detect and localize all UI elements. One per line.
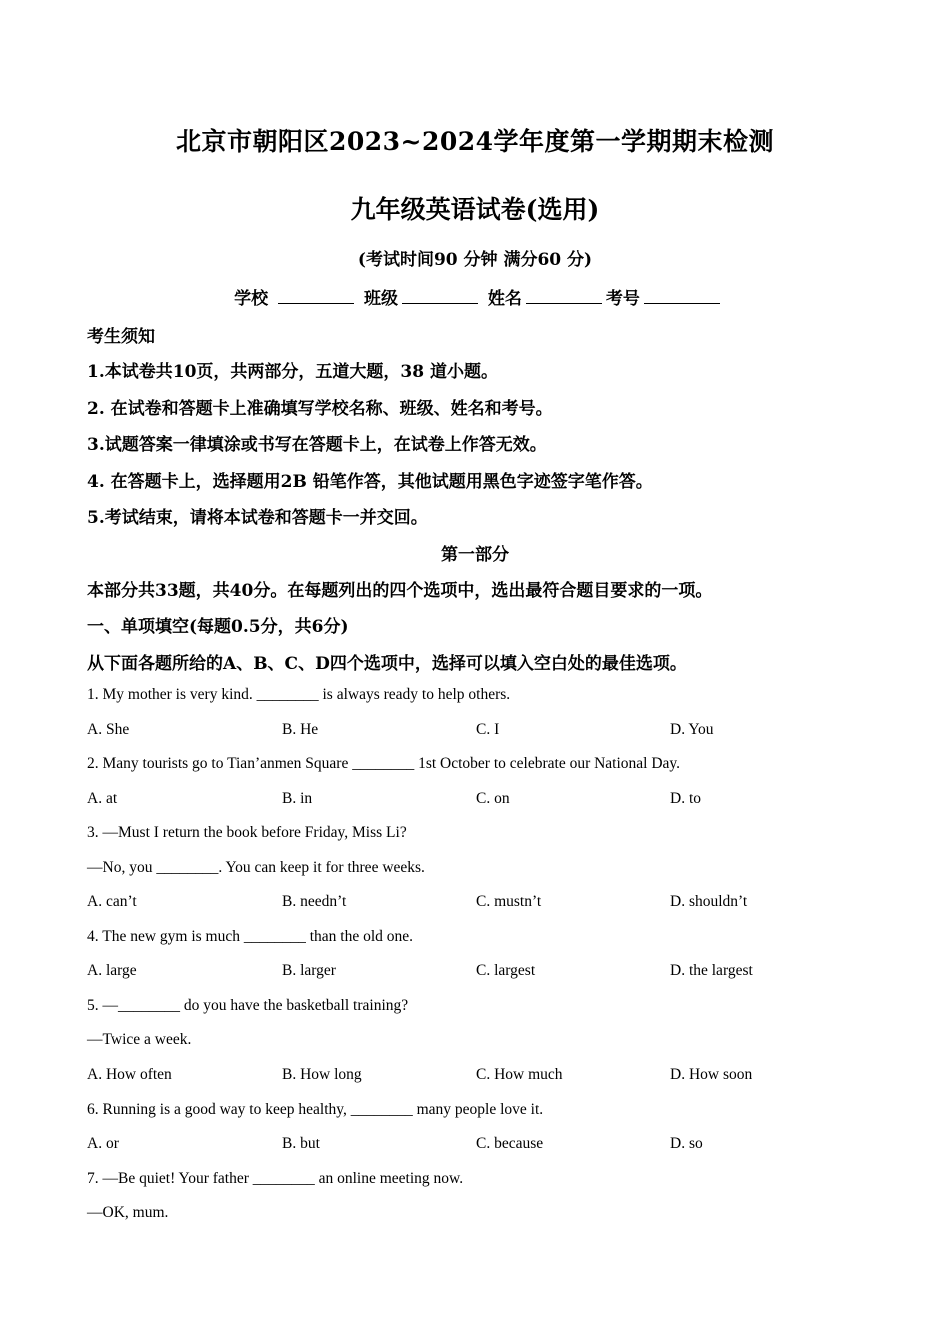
notice-item: 3.试题答案一律填涂或书写在答题卡上，在试卷上作答无效。 [87,435,547,455]
option-d: D. You [670,721,714,738]
option-b: B. needn’t [282,893,347,910]
option-a: A. can’t [87,893,137,910]
school-blank [278,287,354,304]
option-c: C. mustn’t [476,893,542,910]
option-a: A. She [87,721,130,738]
section-instruction: 从下面各题所给的A、B、C、D四个选项中，选择可以填入空白处的最佳选项。 [87,654,687,674]
part-intro: 本部分共33题，共40分。在每题列出的四个选项中，选出最符合题目要求的一项。 [87,581,713,601]
notice-heading: 考生须知 [87,327,155,347]
question-stem: —No, you ________. You can keep it for three weeks. [87,859,425,876]
name-label: 姓名 [487,289,522,309]
option-d: D. so [670,1135,703,1152]
question-stem: 1. My mother is very kind. ________ is always ready to help others. [87,686,511,703]
options-row [87,893,907,913]
option-b: B. How long [282,1066,362,1083]
part-title: 第一部分 [441,545,509,565]
option-d: D. How soon [670,1066,753,1083]
exam-time-info: (考试时间90 分钟 满分60 分) [357,250,593,270]
question-stem: 7. —Be quiet! Your father ________ an online meeting now. [87,1170,464,1187]
option-b: B. larger [282,962,336,979]
question-stem: 6. Running is a good way to keep healthy, ________ many people love it. [87,1101,544,1118]
option-c: C. on [476,790,510,807]
student-info-row [0,284,950,309]
exam-subtitle: 九年级英语试卷(选用) [350,195,600,224]
notice-item: 2. 在试卷和答题卡上准确填写学校名称、班级、姓名和考号。 [87,399,553,419]
question-stem: 3. —Must I return the book before Friday, Miss Li? [87,824,407,841]
question-stem: 5. —________ do you have the basketball training? [87,997,409,1014]
option-d: D. shouldn’t [670,893,748,910]
options-row [87,1066,907,1086]
question-stem: 4. The new gym is much ________ than the old one. [87,928,414,945]
option-c: C. I [476,721,500,738]
options-row [87,721,907,741]
option-c: C. largest [476,962,536,979]
option-a: A. How often [87,1066,172,1083]
option-b: B. in [282,790,313,807]
section-title: 一、单项填空(每题0.5分，共6分) [87,617,349,637]
class-label: 班级 [363,289,398,309]
options-row [87,962,907,982]
option-d: D. the largest [670,962,753,979]
name-blank [526,287,602,304]
question-stem: —OK, mum. [87,1204,169,1221]
class-blank [402,287,478,304]
question-stem: 2. Many tourists go to Tian’anmen Square ________ 1st October to celebrate our National Day. [87,755,681,772]
school-label: 学校 [234,289,269,309]
option-a: A. or [87,1135,119,1152]
options-row [87,790,907,810]
option-d: D. to [670,790,701,807]
exam-title: 北京市朝阳区2023~2024学年度第一学期期末检测 [175,127,775,156]
exam-number-blank [644,287,720,304]
option-c: C. because [476,1135,544,1152]
question-stem: —Twice a week. [87,1031,192,1048]
option-c: C. How much [476,1066,563,1083]
option-b: B. He [282,721,319,738]
notice-item: 1.本试卷共10页，共两部分，五道大题，38 道小题。 [87,362,498,382]
notice-item: 4. 在答题卡上，选择题用2B 铅笔作答，其他试题用黑色字迹签字笔作答。 [87,472,653,492]
notice-item: 5.考试结束，请将本试卷和答题卡一并交回。 [87,508,428,528]
option-a: A. large [87,962,137,979]
exam-number-label: 考号 [605,289,640,309]
options-row [87,1135,907,1155]
option-b: B. but [282,1135,320,1152]
option-a: A. at [87,790,118,807]
